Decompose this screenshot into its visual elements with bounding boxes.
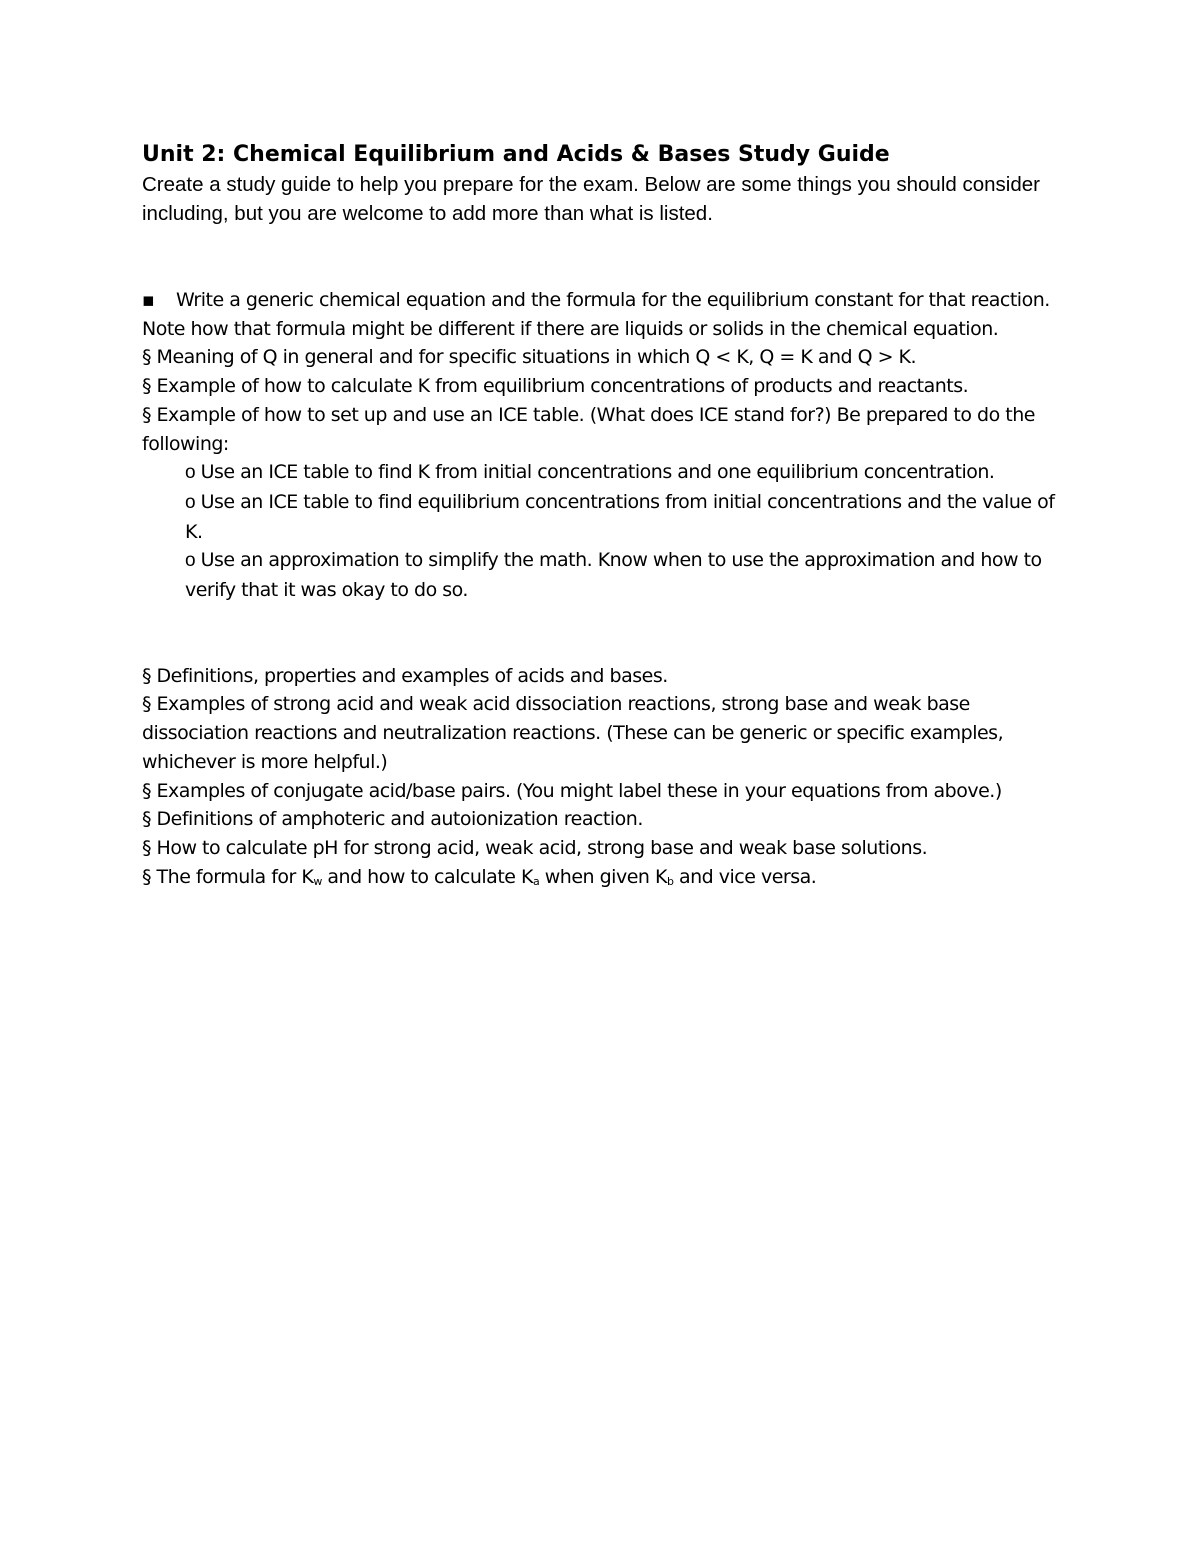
circle-bullet-icon: o: [185, 550, 196, 572]
list-item: [142, 777, 1072, 806]
kw-text-3: when given K: [539, 865, 667, 888]
list-item: [142, 401, 1072, 458]
list-item: [142, 690, 1072, 776]
kw-subscript: w: [313, 874, 322, 888]
sub-item-text: Use an approximation to simplify the math. Know when to use the approximation and how to verify that it was okay to do so.: [185, 549, 1042, 602]
page-title: Unit 2: Chemical Equilibrium and Acids & Bases Study Guide: [142, 142, 890, 167]
section-bullet-icon: §: [142, 836, 151, 859]
kw-text-4: and vice versa.: [673, 865, 817, 888]
sub-item-text: Use an ICE table to find K from initial concentrations and one equilibrium concentration.: [200, 461, 995, 484]
intro-paragraph: Create a study guide to help you prepare for the exam. Below are some things you should consider including, but you are welcome to add more than what is listed.: [142, 173, 1040, 225]
kw-text-2: and how to calculate K: [321, 865, 533, 888]
sub-list-item: [142, 458, 1072, 488]
section-bullet-icon: §: [142, 808, 151, 831]
list-item-text: Meaning of Q in general and for specific situations in which Q < K, Q = K and Q > K.: [156, 346, 917, 369]
list-item: [142, 662, 1072, 691]
section-bullet-icon: §: [142, 403, 151, 426]
list-item-text: Example of how to set up and use an ICE table. (What does ICE stand for?) Be prepared to do the following:: [142, 403, 1035, 455]
section-bullet-icon: §: [142, 664, 151, 687]
section-bullet-icon: §: [142, 375, 151, 398]
circle-bullet-icon: o: [185, 491, 196, 513]
kb-subscript: b: [666, 874, 674, 888]
list-item-text: Write a generic chemical equation and the formula for the equilibrium constant for that reaction. Note how that formula might be different if there are liquids or solids in the chemical equation.: [142, 289, 1050, 340]
list-item: [142, 805, 1072, 834]
list-item-text: Examples of strong acid and weak acid dissociation reactions, strong base and weak base dissociation reactions and neutralization reactions. (These can be generic or specific examples, whichever is more helpful.): [142, 693, 1004, 773]
list-item-text: Definitions of amphoteric and autoionization reaction.: [156, 808, 643, 831]
list-item-text: Definitions, properties and examples of acids and bases.: [156, 664, 668, 687]
study-guide-page: [142, 140, 1072, 891]
section-bullet-icon: §: [142, 779, 151, 802]
section-bullet-icon: §: [142, 865, 151, 888]
list-item: [142, 343, 1072, 372]
sub-list-item: [142, 546, 1072, 604]
section-bullet-icon: §: [142, 346, 151, 369]
list-item-text: Example of how to calculate K from equilibrium concentrations of products and reactants.: [156, 375, 969, 398]
square-bullet-icon: ▪: [142, 289, 155, 311]
list-item: [142, 286, 1072, 343]
list-item-text: Examples of conjugate acid/base pairs. (You might label these in your equations from above.): [156, 779, 1002, 802]
ka-subscript: a: [532, 874, 540, 888]
list-item: [142, 372, 1072, 401]
list-item-text: How to calculate pH for strong acid, weak acid, strong base and weak base solutions.: [156, 836, 928, 859]
section-gap: [142, 605, 1072, 662]
study-guide-list: [142, 286, 1072, 891]
sub-list-item: [142, 488, 1072, 546]
section-bullet-icon: §: [142, 693, 151, 716]
list-item: [142, 834, 1072, 863]
circle-bullet-icon: o: [185, 462, 196, 484]
list-item-kw: [142, 863, 1072, 892]
kw-text-1: The formula for K: [156, 865, 314, 888]
sub-item-text: Use an ICE table to find equilibrium concentrations from initial concentrations and the value of K.: [185, 490, 1055, 543]
